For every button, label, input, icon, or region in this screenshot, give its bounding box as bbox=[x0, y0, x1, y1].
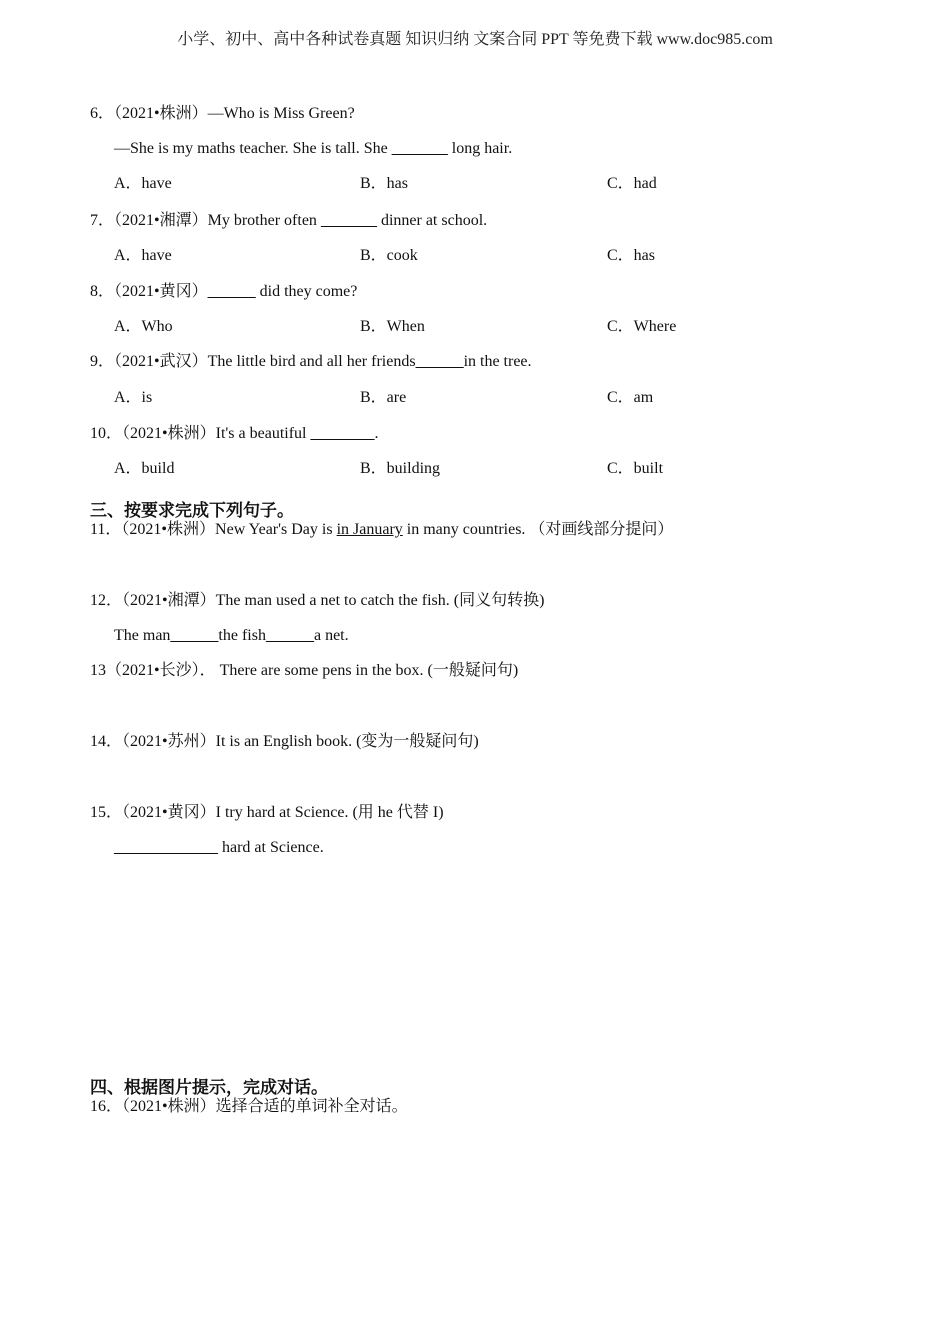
question-number: 14． bbox=[90, 733, 123, 750]
question-text: New Year's Day is bbox=[215, 521, 337, 538]
question-number: 15． bbox=[90, 804, 123, 821]
underlined-phrase: in January bbox=[336, 521, 403, 538]
question-14 bbox=[90, 732, 479, 752]
question-number: 11． bbox=[90, 521, 122, 538]
option-c: C．has bbox=[607, 247, 656, 264]
question-source: （2021•株洲） bbox=[121, 521, 216, 538]
question-6 bbox=[90, 104, 355, 124]
question-7 bbox=[90, 211, 487, 231]
question-text: long hair. bbox=[447, 140, 513, 157]
option-c: C．had bbox=[607, 175, 657, 192]
answer-blank: ______ bbox=[415, 353, 464, 370]
answer-blank: ______ bbox=[265, 627, 314, 644]
question-11 bbox=[90, 520, 673, 540]
question-number: 16． bbox=[90, 1098, 123, 1115]
question-text: It's a beautiful bbox=[215, 425, 311, 442]
question-number: 10． bbox=[90, 425, 123, 442]
question-10 bbox=[90, 424, 378, 444]
question-text: —Who is Miss Green? bbox=[207, 105, 355, 122]
answer-blank: _____________ bbox=[114, 839, 218, 856]
question-number: 9． bbox=[90, 353, 115, 370]
question-source: （2021•株洲） bbox=[122, 1098, 216, 1115]
question-number: 7． bbox=[90, 212, 115, 229]
answer-blank: _______ bbox=[320, 212, 377, 229]
question-source: （2021•株洲） bbox=[114, 105, 208, 122]
question-15 bbox=[90, 803, 444, 823]
question-text: My brother often bbox=[207, 212, 321, 229]
question-text: The man bbox=[114, 627, 171, 644]
question-number: 13 bbox=[90, 662, 106, 679]
option-b: B．has bbox=[360, 175, 409, 192]
option-a: A．have bbox=[114, 247, 172, 264]
question-number: 12． bbox=[90, 592, 123, 609]
question-text: —She is my maths teacher. She is tall. She bbox=[114, 140, 392, 157]
page-header: 小学、初中、高中各种试卷真题 知识归纳 文案合同 PPT 等免费下载 www.doc985.com bbox=[177, 31, 773, 48]
option-a: A．build bbox=[114, 460, 175, 477]
question-12-line-2 bbox=[114, 626, 349, 646]
question-source: （2021•株洲） bbox=[122, 425, 216, 442]
option-a: A．is bbox=[114, 389, 153, 406]
section-heading: 三、按要求完成下列句子。 bbox=[90, 501, 294, 521]
question-number: 8． bbox=[90, 283, 115, 300]
option-b: B．cook bbox=[360, 247, 418, 264]
option-b: B．When bbox=[360, 318, 425, 335]
question-text: did they come? bbox=[255, 283, 358, 300]
option-a: A．have bbox=[114, 175, 172, 192]
section-heading: 四、根据图片提示，完成对话。 bbox=[90, 1078, 328, 1098]
question-13 bbox=[90, 661, 518, 681]
question-text: The little bird and all her friends bbox=[207, 353, 416, 370]
question-source: （2021•湘潭） bbox=[122, 592, 216, 609]
question-source: （2021•黄冈） bbox=[122, 804, 216, 821]
question-source: （2021•武汉） bbox=[114, 353, 208, 370]
question-6-line-2 bbox=[114, 139, 512, 159]
question-text: the fish bbox=[218, 627, 266, 644]
question-text: in many countries. （对画线部分提问） bbox=[402, 521, 674, 538]
question-15-line-2 bbox=[114, 838, 324, 858]
option-b: B．are bbox=[360, 389, 407, 406]
question-text: I try hard at Science. (用 he 代替 I) bbox=[215, 804, 444, 821]
question-12 bbox=[90, 591, 544, 611]
answer-blank: ________ bbox=[310, 425, 375, 442]
option-c: C．am bbox=[607, 389, 654, 406]
question-text: It is an English book. (变为一般疑问句) bbox=[215, 733, 479, 750]
question-text: There are some pens in the box. (一般疑问句) bbox=[215, 662, 519, 679]
question-text: a net. bbox=[313, 627, 349, 644]
option-a: A．Who bbox=[114, 318, 173, 335]
answer-blank: _______ bbox=[391, 140, 448, 157]
question-text: 选择合适的单词补全对话。 bbox=[215, 1098, 408, 1115]
question-text: hard at Science. bbox=[218, 839, 324, 856]
question-text: in the tree. bbox=[463, 353, 532, 370]
question-number: 6． bbox=[90, 105, 115, 122]
question-9 bbox=[90, 352, 532, 372]
question-8 bbox=[90, 282, 357, 302]
option-c: C．built bbox=[607, 460, 664, 477]
answer-blank: ______ bbox=[170, 627, 219, 644]
option-c: C．Where bbox=[607, 318, 677, 335]
question-source: （2021•湘潭） bbox=[114, 212, 208, 229]
question-text: dinner at school. bbox=[376, 212, 488, 229]
question-source: （2021•苏州） bbox=[122, 733, 216, 750]
question-source: （2021•长沙）． bbox=[106, 662, 216, 679]
question-text: . bbox=[374, 425, 379, 442]
question-text: The man used a net to catch the fish. (同义句转换) bbox=[215, 592, 545, 609]
question-16 bbox=[90, 1097, 408, 1117]
option-b: B．building bbox=[360, 460, 441, 477]
question-source: （2021•黄冈） bbox=[114, 283, 208, 300]
answer-blank: ______ bbox=[207, 283, 256, 300]
